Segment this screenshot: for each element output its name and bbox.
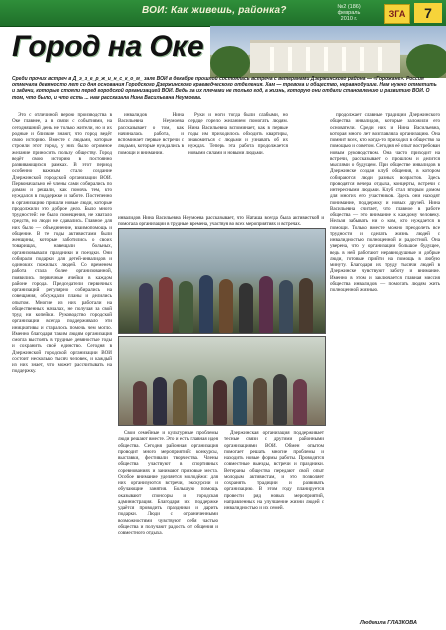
column-4-text: продолжает славные традиции Дзержинского общества инвалидов, которые заложили его основатели. Среди них и Нина Васильевна, которая много лет возглавляла организацию. Она помнит всех, кто когда-то приходил в общество за помощью и советом. Сегодня её опыт востребован новым руководством. Она часто приходит на встречи, рассказывает о прошлом и делится мыслями о будущем. При обществе инвалидов в Дзержинске создан клуб общения, в котором собираются люди разных возрастов. Здесь проводятся вечера отдыха, концерты, встречи с интересными людьми. Клуб стал вторым домом для многих его участников. Здесь они находят понимание, поддержку и новых друзей. Нина Васильевна считает, что главное в работе общества — это внимание к каждому человеку. Нельзя забывать ни о ком, кто нуждается в помощи. Только вместе можно преодолеть все трудности и сделать жизнь людей с инвалидностью полноценной и радостной. Она уверена, что у организации большое будущее, ведь в ней работают неравнодушные и добрые люди, готовые прийти на помощь в любую минуту. Благодаря их труду тысячи людей в Дзержинске чувствуют заботу и внимание. Именно в этом и заключается главная миссия общества инвалидов — помогать людям жить полноценной жизнью.	[330, 112, 440, 293]
column-3-top-text: Руки и ноги тогда были слабыми, но сердце горело желанием помогать людям. Нина Васильевна вспоминает, как в первые годы им приходилось обходить квартиры, знакомиться с людьми и узнавать об их нуждах. Теперь эта работа продолжается новыми силами и новыми людьми.	[188, 112, 288, 156]
photo-caption: инвалидов Нина Васильевна Неумоева рассказывает, что Наташа всегда была активисткой и помогала организации в трудные времена, участвуя во всех мероприятиях и встречах.	[118, 216, 324, 227]
building-photo	[210, 26, 446, 78]
issue-number: №2 (186)	[337, 4, 361, 10]
article-lead: Среди прочих встреч в Д_э_з_е_р_ж_и_н_с_к_о_м_ зале ВОИ в декабре прошлой состоялась встреча с ветеранами Дзержинского района — «Горожане». Россия отмечала девяносто лет со дня основания Городского Дзержинского краеведческого отделения. Хам — тревога и общество, неравнодушие. Нам нужно отметить и задачи, которые стояли перед городской организацией ВОИ. Ведь за их плечами не только год, а жизнь, которую они отдали становлению и развитию ВОИ. О том, что было, и что есть ... нам рассказала Нина Васильевна Неумоева.	[12, 76, 437, 101]
column-3-bottom	[224, 430, 324, 624]
column-1-text: Это с отличиной верою производства в Оке главнее, а в связи с событиями, на сегодняшний день не только жители, но и их родные и близкие знают, что город ведёт свою историю. Вместе с людьми, которые строили этот город, у них было огромное желание приносить пользу обществу. Город ведёт свою историю в постоянно развивающихся рамках. В этот период особенно важным стало создание Дзержинской городской организации ВОИ. Первоначально её члены сами собирались по домам и решали, как помочь тем, кто нуждался в поддержке и заботе. Постепенно в организацию пришли новые люди, которые продолжили это доброе дело. Было много трудностей: не было помещения, не хватало средств, но люди не сдавались. Главное для них было — объединение, взаимопомощь и общение. В те годы активистами были женщины, которые заботились о своих товарищах, навещали больных, организовывали праздники и поездки. Они собирали подарки для детей-инвалидов и одиноких пожилых людей. Со временем работа стала более организованной, появились первичные ячейки в каждом районе города. Председатели первичных организаций регулярно собирались на совещания, обсуждали планы и делились опытом. Многие из них работали на общественных началах, не получая за свой труд ни копейки. Руководство городской организации всегда поддерживало эти инициативы и старалось помочь чем могло. Именно благодаря таким людям организация смогла выстоять в трудные девяностые годы и сохранить своё единство. Сегодня в Дзержинской городской организации ВОИ состоит несколько тысяч человек, и каждый из них знает, что может рассчитывать на поддержку.	[12, 112, 112, 375]
section-header	[0, 0, 446, 27]
column-2-top-text: инвалидов Нина Васильевна Неумоева рассказывает о том, как начиналась работа, и вспоминает первые встречи с людьми, которые нуждались в помощи и внимании.	[118, 112, 184, 156]
page-number: 7	[414, 3, 442, 23]
column-4	[330, 112, 440, 612]
issue-date: февраль 2010 г.	[337, 10, 361, 22]
group-photo-2	[118, 336, 326, 426]
column-2-bottom	[118, 430, 218, 624]
article-title: Город на Оке	[12, 30, 204, 63]
column-3-bottom-text: Дзержинская организация поддерживает тесные связи с другими районными организациями ВОИ. Обмен опытом помогает решать многие проблемы и находить новые формы работы. Проводятся совместные выезды, встречи и праздники. Ветераны общества передают свой опыт молодым активистам, и это позволяет сохранять традиции и развивать организацию. В этом году планируется провести ряд новых мероприятий, направленных на улучшение жизни людей с инвалидностью и их семей.	[224, 430, 324, 511]
group-photo-1	[118, 228, 326, 334]
column-2-bottom-text: Свои семейные и культурные проблемы люди решают вместе. Это и есть главная идея общества. Сегодня районная организация проводит много мероприятий: конкурсы, выставки, фестивали творчества. Члены общества участвуют в спортивных соревнованиях и занимают призовые места. Особое внимание уделяется молодёжи: для них организуются встречи, экскурсии и обучающие занятия. Большую помощь оказывают спонсоры и городская администрация. Благодаря их поддержке удаётся проводить праздники и дарить подарки. Люди с ограниченными возможностями чувствуют себя частью общества и получают радость от общения и совместного отдыха.	[118, 430, 218, 536]
brand-logo: ЗГА	[384, 4, 410, 24]
issue-info	[334, 4, 364, 22]
column-2-top	[118, 112, 184, 222]
column-1	[12, 112, 112, 624]
column-3-top	[188, 112, 288, 222]
section-title: ВОИ: Как живешь, районка?	[142, 5, 287, 16]
article-author: Людмила ГЛАЗКОВА	[360, 620, 417, 626]
